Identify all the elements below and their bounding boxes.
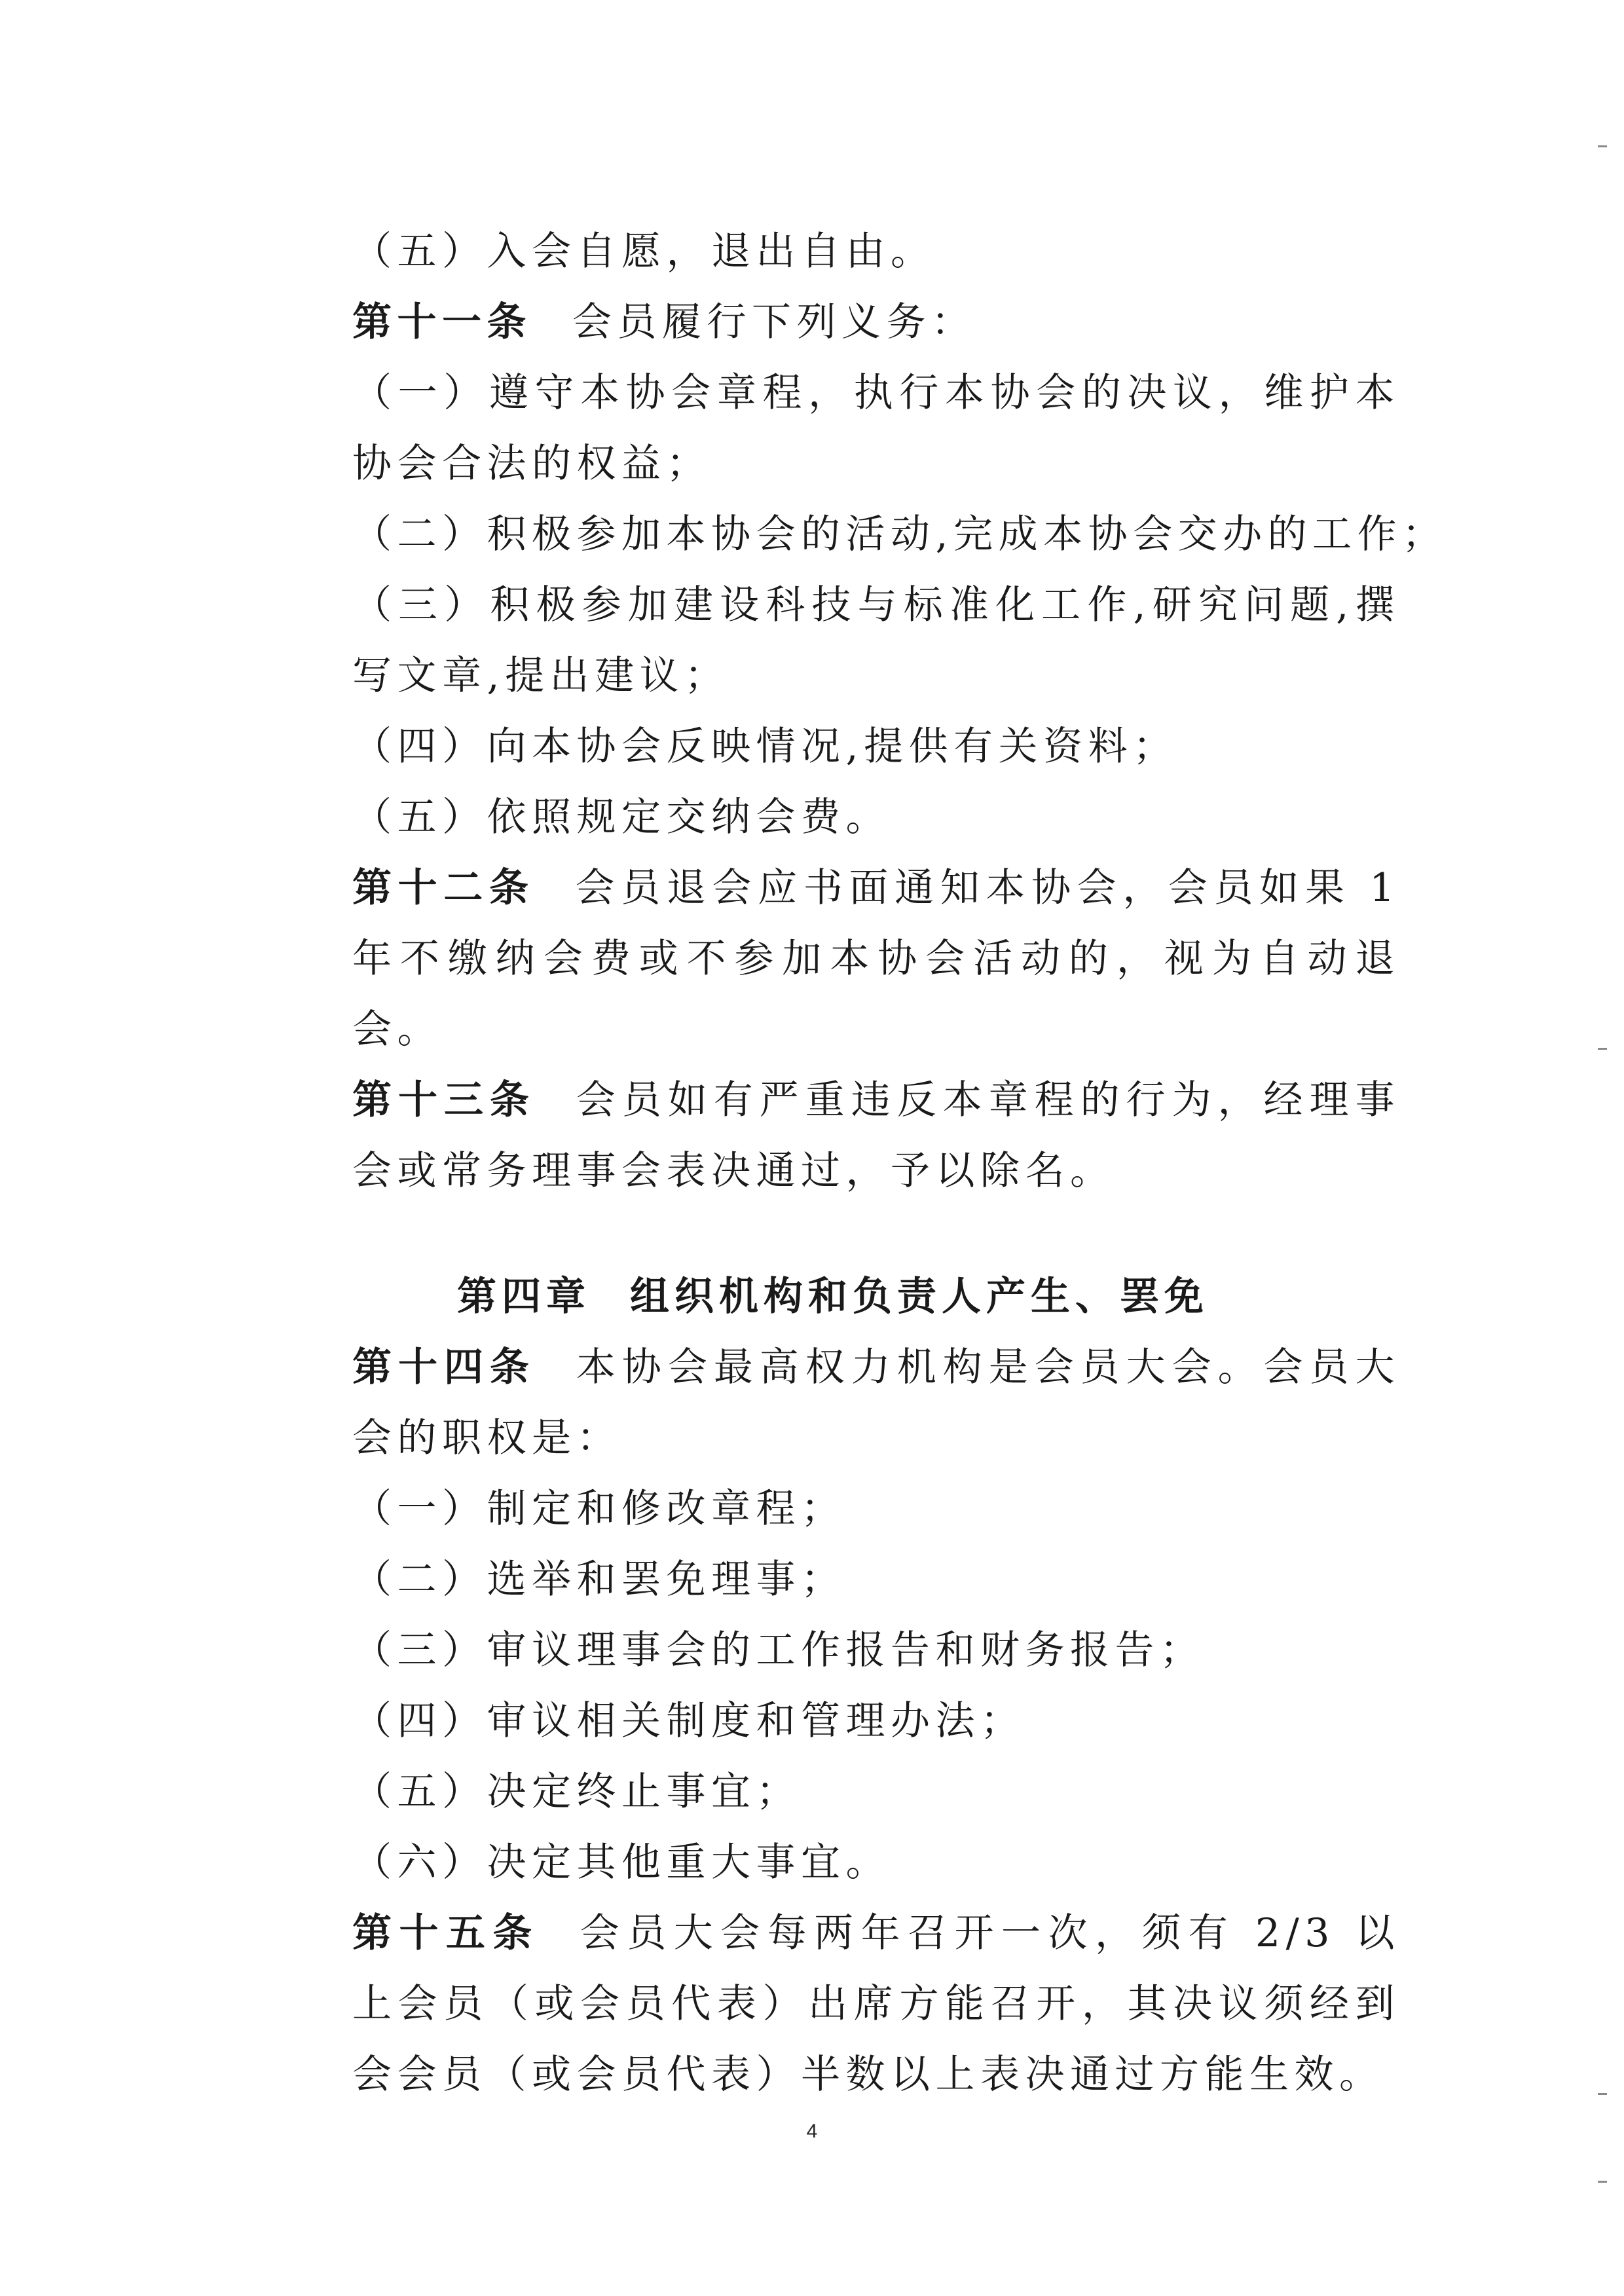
article-12: 第十二条 会员退会应书面通知本协会，会员如果 1 年不缴纳会费或不参加本协会活动的，视为自动退会。 — [352, 865, 1400, 1052]
scan-mark — [1598, 2093, 1607, 2095]
duty-item-2: （二）积极参加本协会的活动,完成本协会交办的工作； — [352, 511, 1447, 557]
duty-item-3: （三）积极参加建设科技与标准化工作,研究问题,撰写文章,提出建议； — [352, 582, 1400, 699]
chapter-number: 第四章 — [457, 1274, 591, 1320]
scan-mark — [1598, 1048, 1607, 1050]
power-item-2: （二）选举和罢免理事； — [352, 1557, 846, 1602]
scan-mark — [1598, 145, 1607, 147]
power-item-3: （三）审议理事会的工作报告和财务报告； — [352, 1627, 1205, 1673]
article-11: 第十一条 会员履行下列义务： — [352, 299, 976, 345]
duty-item-1: （一）遵守本协会章程，执行本协会的决议，维护本协会合法的权益； — [352, 370, 1400, 487]
article-label: 第十一条 — [352, 299, 532, 345]
duty-item-4: （四）向本协会反映情况,提供有关资料； — [352, 724, 1178, 769]
power-item-1: （一）制定和修改章程； — [352, 1486, 846, 1532]
power-item-5: （五）决定终止事宜； — [352, 1769, 801, 1815]
power-item-6: （六）决定其他重大事宜。 — [352, 1840, 891, 1885]
power-item-4: （四）审议相关制度和管理办法； — [352, 1698, 1025, 1744]
duty-item-5: （五）依照规定交纳会费。 — [352, 794, 891, 840]
article-label: 第十二条 — [352, 865, 535, 911]
document-body — [261, 216, 1447, 2110]
article-15: 第十五条 会员大会每两年召开一次，须有 2/3 以上会员（或会员代表）出席方能召开，其决议须经到会会员（或会员代表）半数以上表决通过方能生效。 — [352, 1910, 1400, 2098]
chapter-title: 组织机构和负责人产生、罢免 — [630, 1274, 1209, 1320]
article-label: 第十四条 — [352, 1344, 536, 1390]
chapter-heading — [261, 1206, 1400, 1332]
paragraph-item-5: （五）入会自愿，退出自由。 — [352, 229, 936, 274]
article-13: 第十三条 会员如有严重违反本章程的行为，经理事会或常务理事会表决通过，予以除名。 — [352, 1077, 1401, 1194]
article-label: 第十三条 — [352, 1077, 536, 1123]
article-label: 第十五条 — [352, 1910, 540, 1956]
article-14: 第十四条 本协会最高权力机构是会员大会。会员大会的职权是： — [352, 1344, 1401, 1461]
page-number: 4 — [806, 2120, 818, 2142]
scan-mark — [1598, 2181, 1607, 2183]
